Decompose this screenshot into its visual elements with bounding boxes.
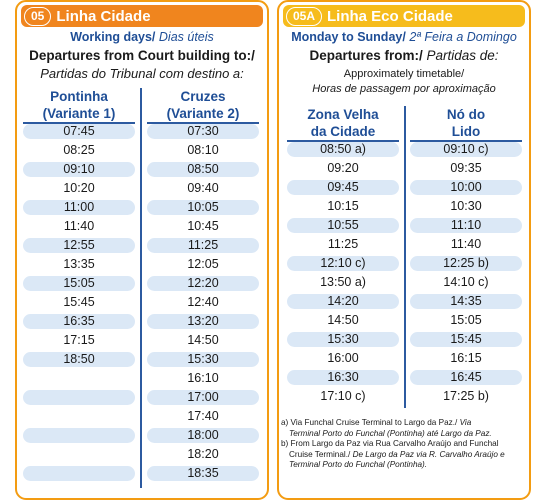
column-header-cruzes: Cruzes (Variante 2)	[166, 89, 240, 121]
departures-heading: Departures from:/ Partidas de:	[309, 48, 499, 63]
footnote-b: b) From Largo da Paz via Rua Carvalho Araújo and Funchal	[281, 439, 499, 448]
departure-time: 14:50	[327, 313, 359, 327]
departure-time: 13:50 a)	[320, 275, 366, 289]
departure-time: 09:45	[327, 180, 359, 194]
row-band	[23, 466, 135, 481]
departure-time: 08:10	[187, 143, 219, 157]
approx-note-pt: Horas de passagem por aproximação	[312, 83, 496, 95]
service-days: Monday to Sunday/ 2ª Feira a Domingo	[291, 30, 517, 44]
departure-time: 09:35	[450, 161, 482, 175]
departure-time: 16:00	[327, 351, 359, 365]
departure-time: 08:25	[63, 143, 95, 157]
departure-time: 17:10 c)	[320, 389, 366, 403]
departure-time: 10:00	[450, 180, 482, 194]
departure-time: 11:25	[327, 237, 359, 251]
departure-time: 15:45	[63, 295, 95, 309]
departure-time: 10:30	[450, 199, 482, 213]
departure-time: 12:20	[187, 276, 219, 290]
departure-time: 15:05	[63, 276, 95, 290]
approx-note: Approximately timetable/	[343, 68, 465, 80]
departure-time: 12:05	[187, 257, 219, 271]
departures-heading-pt: Partidas do Tribunal com destino a:	[40, 66, 244, 81]
departure-time: 11:40	[450, 237, 482, 251]
departure-time: 07:45	[63, 124, 95, 138]
departure-time: 17:25 b)	[443, 389, 489, 403]
header-linha-cidade	[21, 5, 263, 27]
departure-time: 07:30	[187, 124, 219, 138]
departure-time: 11:10	[450, 218, 482, 232]
departure-time: 11:40	[63, 219, 95, 233]
departure-time: 12:40	[187, 295, 219, 309]
column-divider	[404, 106, 406, 408]
departure-time: 12:25 b)	[443, 256, 489, 270]
column-header-zona-velha: Zona Velha da Cidade	[307, 107, 379, 139]
departures-heading: Departures from Court building to:/	[29, 48, 255, 63]
footnote-b-pt: Terminal Porto do Funchal (Pontinha).	[289, 460, 428, 469]
departure-time: 16:45	[450, 370, 482, 384]
row-band	[23, 390, 135, 405]
departure-time: 18:35	[187, 466, 219, 480]
route-title: Linha Eco Cidade	[327, 7, 453, 25]
route-badge: 05A	[286, 7, 322, 26]
footnote-a-pt: Terminal Porto do Funchal (Pontinha) até Largo da Paz.	[289, 428, 492, 438]
departure-time: 13:35	[63, 257, 95, 271]
panel-linha-eco-cidade	[277, 0, 531, 500]
departure-time: 12:55	[63, 238, 95, 252]
departure-time: 13:20	[187, 314, 219, 328]
footnotes	[281, 418, 527, 471]
departure-time: 09:10	[63, 162, 95, 176]
panel-linha-cidade	[15, 0, 269, 500]
departure-time: 10:05	[187, 200, 219, 214]
departure-time: 15:45	[450, 332, 482, 346]
departure-time: 10:45	[187, 219, 219, 233]
departure-time: 16:10	[187, 371, 219, 385]
footnote-a: a) Via Funchal Cruise Terminal to Largo da Paz./ Via	[281, 418, 472, 427]
departure-time: 10:15	[327, 199, 359, 213]
departure-time: 18:50	[63, 352, 95, 366]
departure-time: 09:40	[187, 181, 219, 195]
departure-time: 11:00	[63, 200, 95, 214]
departure-time: 08:50 a)	[320, 142, 366, 156]
departure-time: 15:05	[450, 313, 482, 327]
route-badge: 05	[24, 7, 51, 26]
departure-time: 09:10 c)	[443, 142, 489, 156]
departure-time: 16:15	[450, 351, 482, 365]
row-band	[23, 428, 135, 443]
departure-time: 17:40	[187, 409, 219, 423]
departure-time: 18:00	[187, 428, 219, 442]
departure-time: 15:30	[327, 332, 359, 346]
departure-time: 10:20	[63, 181, 95, 195]
departure-time: 16:30	[327, 370, 359, 384]
departure-time: 14:50	[187, 333, 219, 347]
departure-time: 11:25	[187, 238, 219, 252]
route-title: Linha Cidade	[56, 7, 151, 25]
departure-time: 17:15	[63, 333, 95, 347]
departure-time: 18:20	[187, 447, 219, 461]
header-linha-eco-cidade	[283, 5, 525, 27]
departure-time: 10:55	[327, 218, 359, 232]
column-divider	[140, 88, 142, 488]
departure-time: 17:00	[187, 390, 219, 404]
column-header-no-do-lido: Nó do Lido	[446, 107, 486, 139]
footnote-b-cont: Cruise Terminal./ De Largo da Paz via R. Carvalho Araújo e	[289, 449, 505, 459]
column-header-pontinha: Pontinha (Variante 1)	[42, 89, 116, 121]
departure-time: 16:35	[63, 314, 95, 328]
service-days: Working days/ Dias úteis	[70, 30, 214, 44]
departure-time: 12:10 c)	[320, 256, 366, 270]
departure-time: 15:30	[187, 352, 219, 366]
departure-time: 08:50	[187, 162, 219, 176]
departure-time: 14:35	[450, 294, 482, 308]
departure-time: 14:20	[327, 294, 359, 308]
departure-time: 14:10 c)	[443, 275, 489, 289]
departure-time: 09:20	[327, 161, 359, 175]
